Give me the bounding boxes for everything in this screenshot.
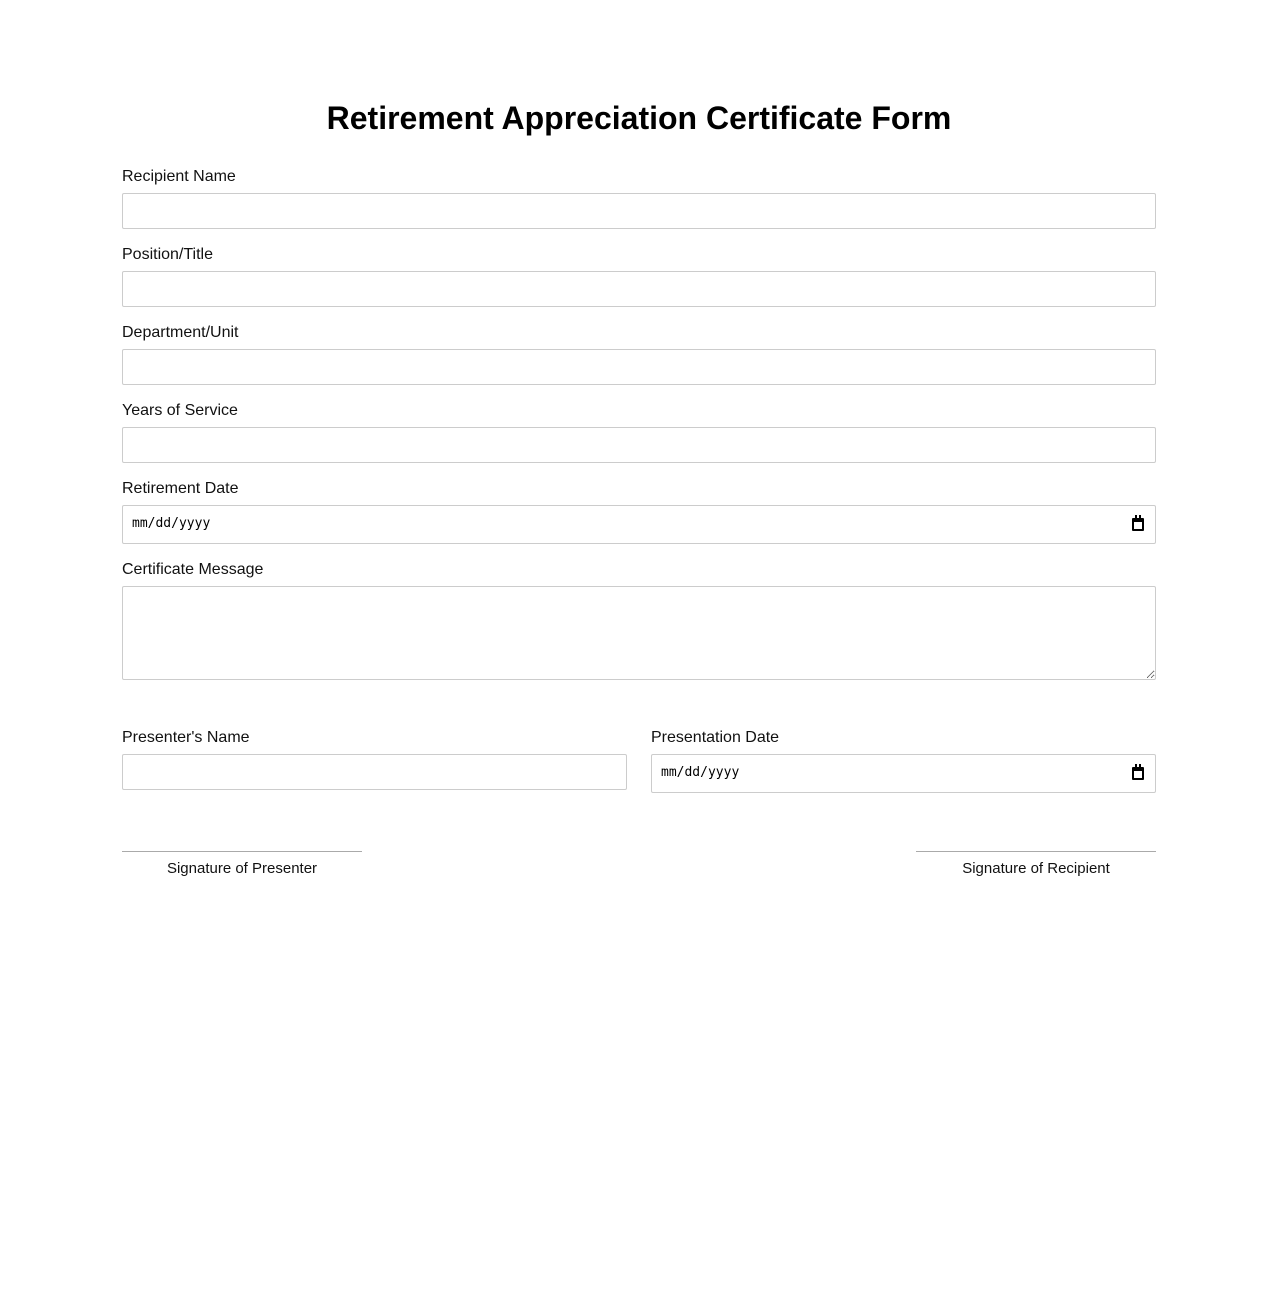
recipient-name-input[interactable] [122,193,1156,229]
department-unit-input[interactable] [122,349,1156,385]
years-of-service-input[interactable] [122,427,1156,463]
certificate-message-textarea[interactable] [122,586,1156,680]
presenter-signature-label: Signature of Presenter [166,860,318,877]
certificate-message-label: Certificate Message [122,561,264,578]
presenter-name-group [122,729,627,790]
department-unit-group [122,324,1156,385]
position-title-label: Position/Title [122,246,213,263]
retirement-date-input[interactable] [122,505,1156,544]
certificate-message-group [122,561,1156,680]
presentation-date-input[interactable] [651,754,1156,793]
retirement-date-group [122,480,1156,544]
years-of-service-label: Years of Service [122,402,238,419]
recipient-name-group [122,168,1156,229]
position-title-group [122,246,1156,307]
presentation-date-placeholder: mm/dd/yyyy [661,765,740,780]
department-unit-label: Department/Unit [122,324,239,341]
presentation-date-group [651,729,1156,793]
recipient-signature-label: Signature of Recipient [962,860,1110,877]
recipient-name-label: Recipient Name [122,168,236,185]
retirement-date-placeholder: mm/dd/yyyy [132,516,211,531]
calendar-icon[interactable] [1132,518,1144,531]
years-of-service-group [122,402,1156,463]
presentation-date-label: Presentation Date [651,729,780,746]
presenter-signature-line [122,851,362,877]
page-title: Retirement Appreciation Certificate Form [326,100,952,136]
calendar-icon[interactable] [1132,767,1144,780]
recipient-signature-line [916,851,1156,877]
retirement-date-label: Retirement Date [122,480,239,497]
presenter-name-label: Presenter's Name [122,729,250,746]
position-title-input[interactable] [122,271,1156,307]
presenter-name-input[interactable] [122,754,627,790]
